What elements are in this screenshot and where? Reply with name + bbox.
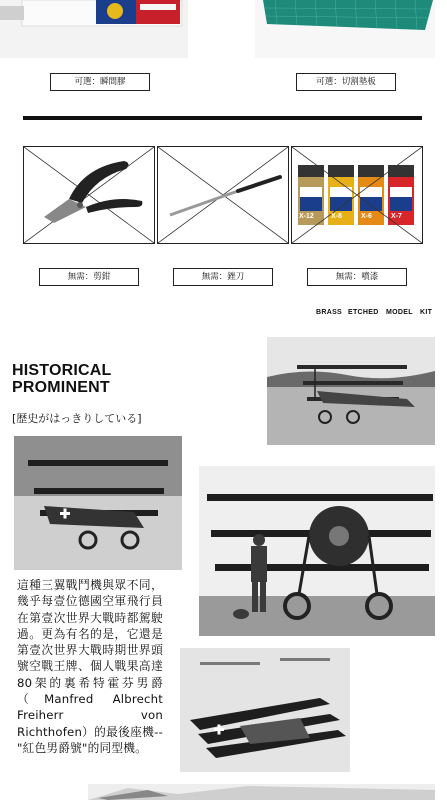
brand-word-kit: KIT <box>420 309 433 316</box>
cutter-tool-box <box>23 146 155 244</box>
paint-label-4: X-7 <box>391 213 402 220</box>
section-title <box>12 362 111 396</box>
triplane-photo-field <box>267 337 435 445</box>
file-icon <box>170 177 280 215</box>
paint-box <box>291 146 423 244</box>
paint-label-2: X-8 <box>331 213 342 220</box>
not-needed-cutter-label: 無需：剪鉗 <box>39 268 139 286</box>
cutting-mat-photo <box>255 0 435 58</box>
brand-word-model: MODEL <box>386 309 413 316</box>
paint-label-1: X-12 <box>299 213 314 220</box>
brand-word-brass: BRASS <box>316 309 343 316</box>
not-needed-paint-label: 無需：噴漆 <box>307 268 407 286</box>
section-title-line-1: HISTORICAL <box>12 362 112 379</box>
paint-label-3: X-6 <box>361 213 372 220</box>
brand-word-etched: ETCHED <box>348 309 379 316</box>
triplane-photo-pilot <box>199 466 435 636</box>
file-tool-box <box>157 146 289 244</box>
section-title-line-2: PROMINENT <box>12 379 110 396</box>
section-subtitle: [歴史がはっきりしている] <box>12 412 142 425</box>
optional-cutting-mat-label: 可選：切割墊板 <box>296 73 396 91</box>
section-body-text: 這種三翼戰鬥機與眾不同，幾乎每壹位德國空軍飛行員在第壹次世界大戰時都駕駛過。更為有名的是，它還是第壹次世界大戰時期世界頭號空戰王牌、個人戰果高達80架的裏希特霍芬男爵（Manfred Albrecht Freiherr von Richthofen）的最後座機--"紅色男爵號"的同型機。 <box>17 578 163 755</box>
optional-glue-label: 可選：瞬間膠 <box>50 73 150 91</box>
triplane-photo-vintage <box>14 436 182 570</box>
not-needed-file-label: 無需：銼刀 <box>173 268 273 286</box>
triplane-photo-flying <box>180 648 350 772</box>
glue-tube-photo <box>0 0 188 58</box>
section-divider <box>23 116 422 120</box>
bottom-photo-partial <box>88 784 435 800</box>
